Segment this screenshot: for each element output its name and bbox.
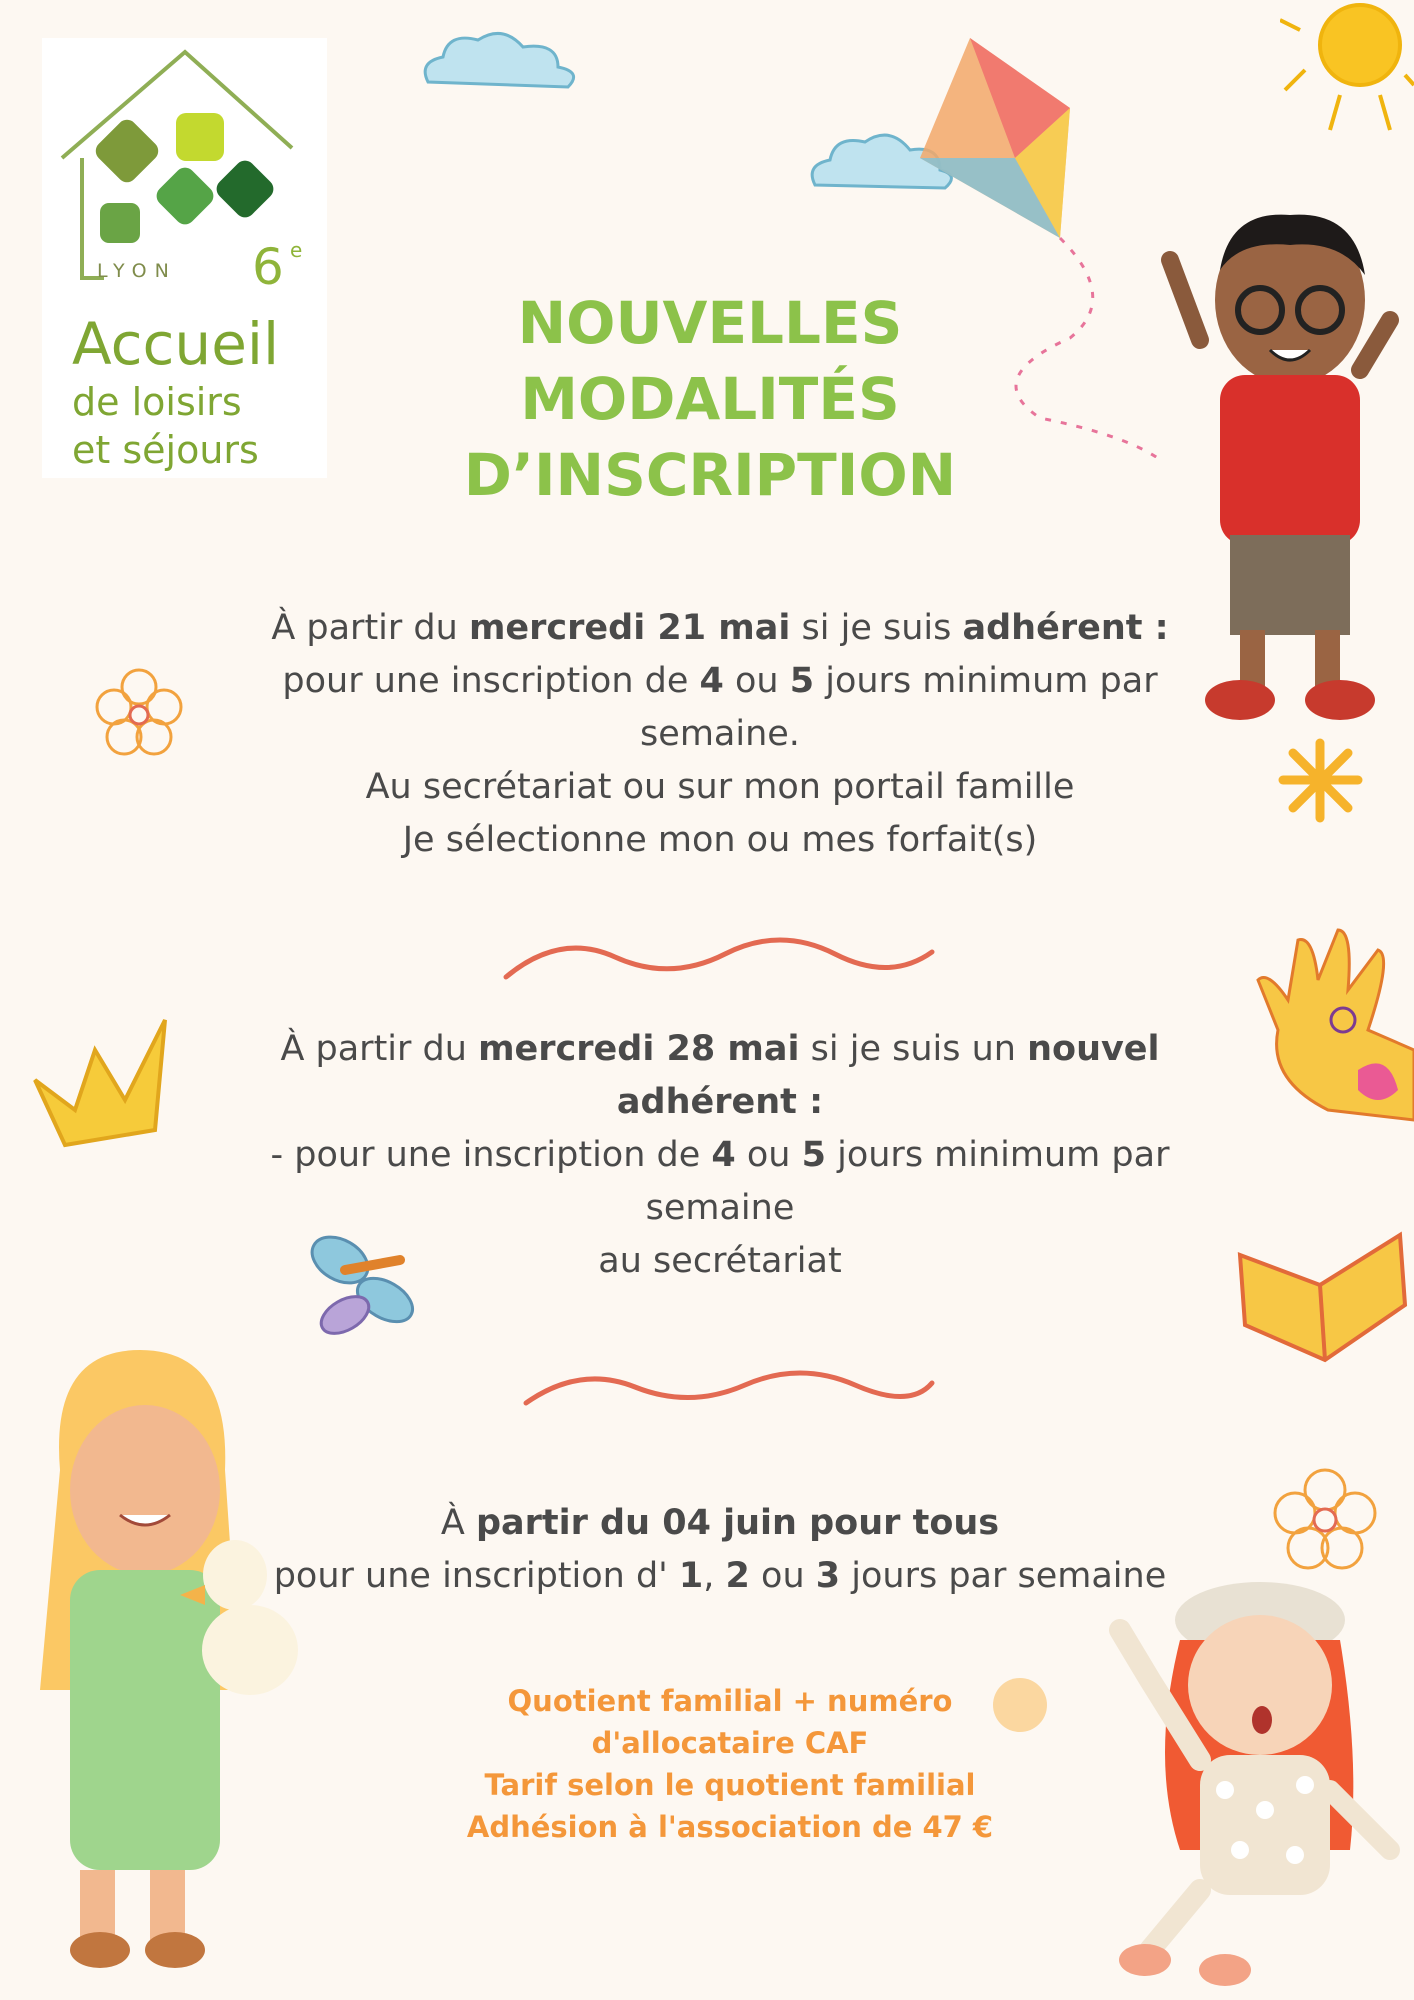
flower-icon-2 xyxy=(1270,1465,1380,1575)
section1-line-1: À partir du mercredi 21 mai si je suis adhérent : xyxy=(271,608,1169,648)
logo-city: LYON xyxy=(97,260,177,282)
info-line-1: Quotient familial + numéro xyxy=(507,1684,953,1718)
asterisk-icon xyxy=(1278,738,1363,823)
section2-line-5: au secrétariat xyxy=(598,1241,842,1281)
girl-illustration xyxy=(10,1330,310,1980)
section-pour-tous xyxy=(240,1497,1200,1603)
wave-divider-2 xyxy=(520,1365,940,1415)
flower-icon xyxy=(92,665,187,760)
wave-divider xyxy=(500,932,940,982)
section3-line-1: À partir du 04 juin pour tous xyxy=(440,1503,1000,1543)
info-block xyxy=(300,1680,1160,1848)
logo-arrondissement: 6 xyxy=(252,238,284,296)
logo-line-accueil: Accueil xyxy=(72,310,280,378)
section1-line-5: Je sélectionne mon ou mes forfait(s) xyxy=(402,820,1038,860)
section-nouvel-adherent xyxy=(240,1023,1200,1288)
cloud-icon xyxy=(408,22,588,102)
section1-line-4: Au secrétariat ou sur mon portail famille xyxy=(365,767,1075,807)
section2-line-3: - pour une inscription de 4 ou 5 jours minimum par xyxy=(270,1135,1170,1175)
section3-line-2: pour une inscription d' 1, 2 ou 3 jours par semaine xyxy=(273,1556,1167,1596)
book-icon xyxy=(1230,1215,1414,1365)
title-line-3: D’INSCRIPTION xyxy=(463,441,957,509)
section1-line-3: semaine. xyxy=(640,714,800,754)
logo-superscript: e xyxy=(290,238,303,262)
logo-line-loisirs: de loisirs xyxy=(72,380,242,424)
logo xyxy=(42,38,327,478)
page-title xyxy=(400,285,1020,513)
section2-line-2: adhérent : xyxy=(616,1082,824,1122)
title-line-2: MODALITÉS xyxy=(520,365,900,433)
section1-line-2: pour une inscription de 4 ou 5 jours minimum par xyxy=(282,661,1158,701)
section-adherent xyxy=(240,602,1200,867)
info-line-3: Tarif selon le quotient familial xyxy=(484,1768,976,1802)
title-line-1: NOUVELLES xyxy=(517,289,903,357)
crown-icon xyxy=(25,1010,175,1150)
info-line-4: Adhésion à l'association de 47 € xyxy=(466,1810,994,1844)
sun-icon xyxy=(1280,0,1414,150)
hand-illustration xyxy=(1248,920,1414,1140)
info-line-2: d'allocataire CAF xyxy=(591,1726,869,1760)
section2-line-4: semaine xyxy=(645,1188,795,1228)
section2-line-1: À partir du mercredi 28 mai si je suis un nouvel xyxy=(280,1029,1160,1069)
logo-line-sejours: et séjours xyxy=(72,428,259,472)
